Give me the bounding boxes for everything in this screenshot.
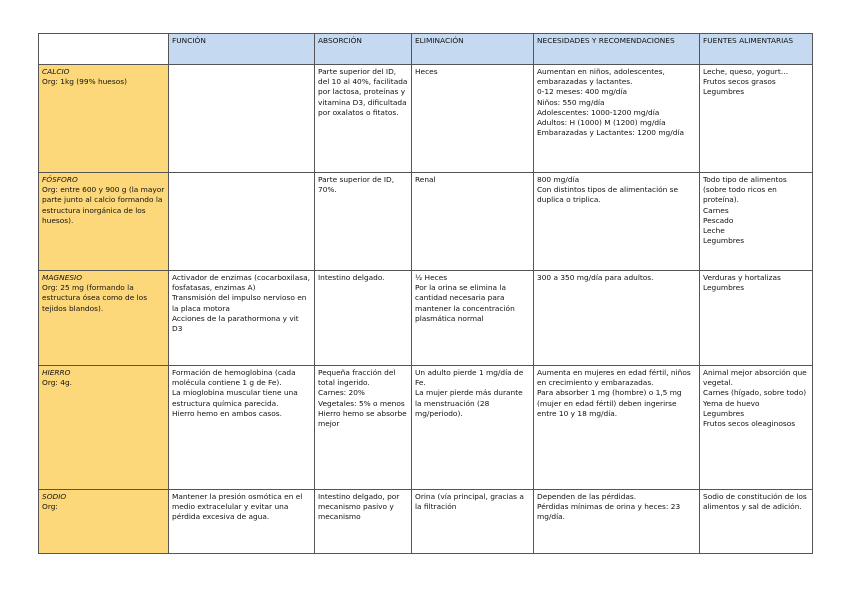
funcion-text: Activador de enzimas (cocarboxilasa, fosfatasas, enzimas A)	[172, 273, 310, 293]
fuentes-text: Leche	[703, 226, 725, 236]
necesidades-text: Pérdidas mínimas de orina y heces: 23 mg/día.	[537, 502, 681, 522]
header-funcion: FUNCIÓN	[169, 34, 315, 65]
absorcion-text: Intestino delgado.	[318, 273, 385, 282]
header-absorcion: ABSORCIÓN	[315, 34, 412, 65]
fuentes-text: Carnes (hígado, sobre todo)	[703, 388, 807, 398]
funcion-cell	[169, 366, 315, 490]
eliminacion-cell	[412, 490, 534, 554]
fuentes-cell	[700, 366, 813, 490]
mineral-detail: Org: entre 600 y 900 g (la mayor parte junto al calcio formando la estructura inorgánica de los huesos).	[42, 185, 165, 225]
header-fuentes: FUENTES ALIMENTARIAS	[700, 34, 813, 65]
header-row	[39, 34, 813, 65]
necesidades-cell	[534, 65, 700, 173]
necesidades-text: Adultos: H (1000) M (1200) mg/día	[537, 118, 666, 128]
eliminacion-text: Heces	[415, 67, 438, 76]
absorcion-text: Vegetales: 5% o menos	[318, 398, 405, 408]
funcion-cell	[169, 65, 315, 173]
eliminacion-cell	[412, 65, 534, 173]
mineral-name: HIERRO	[42, 368, 71, 377]
fuentes-text: Leche, queso, yogurt…	[703, 67, 789, 76]
eliminacion-text: Por la orina se elimina la cantidad necesaria para mantener la concentración plasmática normal	[415, 283, 515, 323]
mineral-detail: Org: 25 mg (formando la estructura ósea como de los tejidos blandos).	[42, 283, 148, 313]
mineral-cell	[39, 173, 169, 271]
funcion-text: La mioglobina muscular tiene una estructura química parecida.	[172, 388, 298, 408]
necesidades-cell	[534, 366, 700, 490]
fuentes-cell	[700, 65, 813, 173]
absorcion-text: Carnes: 20%	[318, 388, 365, 398]
necesidades-text: Aumentan en niños, adolescentes, embarazadas y lactantes.	[537, 67, 665, 87]
mineral-name: MAGNESIO	[42, 273, 83, 282]
fuentes-text: Legumbres	[703, 87, 745, 97]
eliminacion-cell	[412, 366, 534, 490]
fuentes-text: Legumbres	[703, 408, 745, 418]
table-row	[39, 271, 813, 366]
fuentes-cell	[700, 490, 813, 554]
absorcion-cell	[315, 271, 412, 366]
funcion-text: Formación de hemoglobina (cada molécula contiene 1 g de Fe).	[172, 368, 296, 388]
eliminacion-text: Renal	[415, 175, 436, 184]
absorcion-text: Intestino delgado, por mecanismo pasivo y mecanismo	[318, 492, 400, 522]
necesidades-cell	[534, 490, 700, 554]
eliminacion-text: Un adulto pierde 1 mg/día de Fe.	[415, 368, 524, 388]
fuentes-text: Yema de huevo	[703, 398, 760, 408]
mineral-cell	[39, 366, 169, 490]
necesidades-text: Niños: 550 mg/día	[537, 97, 605, 107]
eliminacion-cell	[412, 173, 534, 271]
necesidades-text: Con distintos tipos de alimentación se duplica o triplica.	[537, 185, 679, 205]
necesidades-text: Para absorber 1 mg (hombre) o 1,5 mg (mujer en edad fértil) deben ingerirse entre 10 y 18 mg/día.	[537, 388, 682, 418]
fuentes-text: Carnes	[703, 205, 729, 215]
fuentes-text: Legumbres	[703, 283, 745, 293]
fuentes-text: Todo tipo de alimentos (sobre todo ricos en proteína).	[703, 175, 787, 205]
absorcion-cell	[315, 173, 412, 271]
header-eliminacion: ELIMINACIÓN	[412, 34, 534, 65]
absorcion-text: Parte superior de ID, 70%.	[318, 175, 395, 195]
fuentes-text: Verduras y hortalizas	[703, 273, 781, 282]
necesidades-text: Aumenta en mujeres en edad fértil, niños en crecimiento y embarazadas.	[537, 368, 691, 388]
table-row	[39, 173, 813, 271]
mineral-detail: Org: 4g.	[42, 378, 72, 388]
fuentes-text: Legumbres	[703, 236, 745, 246]
absorcion-cell	[315, 65, 412, 173]
minerals-table	[38, 33, 813, 554]
table-row	[39, 366, 813, 490]
funcion-cell	[169, 173, 315, 271]
eliminacion-text: Orina (vía principal, gracias a la filtración	[415, 492, 524, 512]
table-body	[39, 65, 813, 554]
necesidades-text: 800 mg/día	[537, 175, 580, 184]
funcion-text: Transmisión del impulso nervioso en la placa motora	[172, 293, 307, 313]
mineral-name: FÓSFORO	[42, 175, 78, 184]
necesidades-text: 300 a 350 mg/día para adultos.	[537, 273, 654, 282]
eliminacion-text: La mujer pierde más durante la menstruación (28 mg/periodo).	[415, 388, 523, 418]
absorcion-text: Parte superior del ID, del 10 al 40%, facilitada por lactosa, proteínas y vitamina D3, dificultada por oxalatos o fitatos.	[318, 67, 408, 117]
mineral-cell	[39, 490, 169, 554]
mineral-detail: Org: 1kg (99% huesos)	[42, 77, 127, 87]
fuentes-text: Pescado	[703, 215, 734, 225]
mineral-cell	[39, 65, 169, 173]
table-row	[39, 65, 813, 173]
necesidades-text: Dependen de las pérdidas.	[537, 492, 637, 501]
necesidades-text: 0-12 meses: 400 mg/día	[537, 87, 628, 97]
funcion-text: Hierro hemo en ambos casos.	[172, 408, 283, 418]
funcion-cell	[169, 490, 315, 554]
absorcion-cell	[315, 490, 412, 554]
mineral-detail: Org:	[42, 502, 58, 512]
absorcion-cell	[315, 366, 412, 490]
mineral-name: SODIO	[42, 492, 67, 501]
necesidades-cell	[534, 271, 700, 366]
absorcion-text: Hierro hemo se absorbe mejor	[318, 408, 407, 429]
eliminacion-text: ½ Heces	[415, 273, 448, 282]
funcion-cell	[169, 271, 315, 366]
table-row	[39, 490, 813, 554]
fuentes-text: Frutos secos oleaginosos	[703, 419, 796, 429]
absorcion-text: Pequeña fracción del total ingerido.	[318, 368, 396, 388]
fuentes-text: Frutos secos grasos	[703, 77, 776, 87]
header-corner-cell	[39, 34, 169, 65]
mineral-name: CALCIO	[42, 67, 70, 76]
eliminacion-cell	[412, 271, 534, 366]
necesidades-text: Adolescentes: 1000-1200 mg/día	[537, 107, 660, 117]
fuentes-cell	[700, 271, 813, 366]
fuentes-text: Sodio de constitución de los alimentos y sal de adición.	[703, 492, 807, 512]
funcion-text: Mantener la presión osmótica en el medio extracelular y evitar una pérdida excesiva de agua.	[172, 492, 303, 522]
fuentes-text: Animal mejor absorción que vegetal.	[703, 368, 807, 388]
header-necesidades: NECESIDADES Y RECOMENDACIONES	[534, 34, 700, 65]
necesidades-text: Embarazadas y Lactantes: 1200 mg/día	[537, 128, 684, 138]
funcion-text: Acciones de la parathormona y vit D3	[172, 313, 299, 334]
mineral-cell	[39, 271, 169, 366]
necesidades-cell	[534, 173, 700, 271]
fuentes-cell	[700, 173, 813, 271]
